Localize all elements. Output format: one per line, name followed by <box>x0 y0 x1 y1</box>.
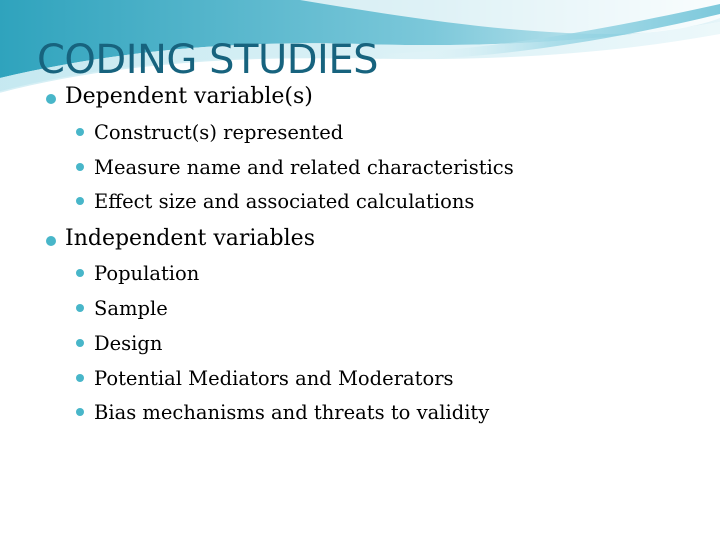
bullet-text: Potential Mediators and Moderators <box>94 367 454 390</box>
bullet-text: Sample <box>94 297 168 320</box>
bullet-dot-icon <box>76 163 84 171</box>
bullet-dot-icon <box>76 374 84 382</box>
bullet-text: Measure name and related characteristics <box>94 156 514 179</box>
bullet-list <box>0 80 720 480</box>
bullet-text: Bias mechanisms and threats to validity <box>94 401 490 424</box>
bullet-dot-icon <box>76 339 84 347</box>
slide-title: CODING STUDIES <box>37 37 379 83</box>
bullet-text: Design <box>94 332 163 355</box>
bullet-dot-icon <box>76 408 84 416</box>
bullet-text: Construct(s) represented <box>94 121 344 144</box>
bullet-text: Population <box>94 262 200 285</box>
bullet-dot-icon <box>46 236 56 246</box>
bullet-dot-icon <box>76 269 84 277</box>
bullet-dot-icon <box>46 94 56 104</box>
bullet-dot-icon <box>76 128 84 136</box>
bullet-text: Dependent variable(s) <box>65 84 313 109</box>
bullet-dot-icon <box>76 197 84 205</box>
bullet-text: Effect size and associated calculations <box>94 190 475 213</box>
bullet-dot-icon <box>76 304 84 312</box>
bullet-text: Independent variables <box>65 226 315 251</box>
